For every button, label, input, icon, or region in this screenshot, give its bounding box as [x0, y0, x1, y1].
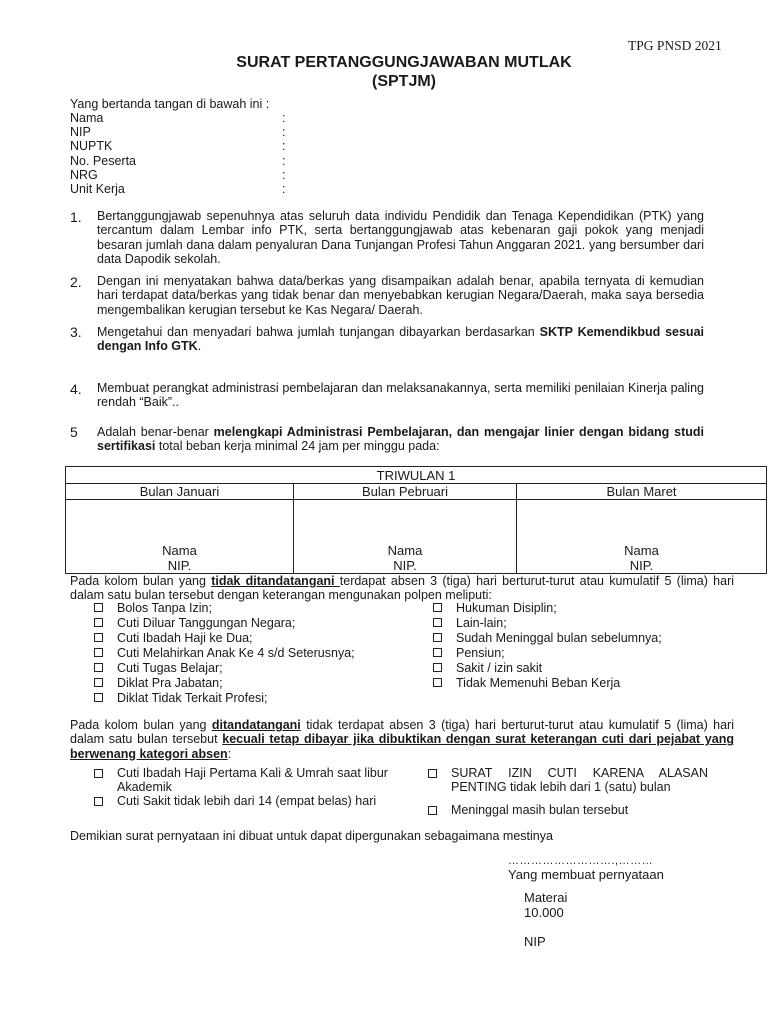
item-number: 5: [70, 424, 78, 440]
checkbox-icon[interactable]: [94, 648, 103, 657]
checkbox-icon[interactable]: [428, 806, 437, 815]
exception-list-right: [428, 767, 708, 819]
field-row: NRG :: [70, 167, 286, 182]
item-number: 1.: [70, 209, 82, 225]
checkbox-icon[interactable]: [433, 618, 442, 627]
signer-nip: NIP: [524, 934, 546, 949]
checkbox-icon[interactable]: [433, 603, 442, 612]
item-1-text: Bertanggungjawab sepenuhnya atas seluruh data individu Pendidik dan Tenaga Kependidikan (PTK) yang tercantum dalam Lembar info PTK, serta bertanggungjawab atas kebenaran gaji pokok yang menjadi besaran jumlah dana dalam penyaluran Dana Tunjangan Profesi Tahun Anggaran 2021. yang bersumber dari data Dapodik sekolah.: [97, 209, 704, 266]
list-item: Cuti Sakit tidak lebih dari 14 (empat belas) hari: [94, 795, 404, 809]
quarter-heading: TRIWULAN 1: [66, 467, 767, 484]
checkbox-icon[interactable]: [94, 663, 103, 672]
month-header: Bulan Januari: [66, 484, 294, 500]
field-row: No. Peserta :: [70, 153, 286, 168]
list-item: Diklat Tidak Terkait Profesi;: [94, 691, 424, 706]
list-item: Cuti Diluar Tanggungan Negara;: [94, 616, 424, 631]
list-item: Cuti Melahirkan Anak Ke 4 s/d Seterusnya;: [94, 646, 424, 661]
list-item: Cuti Ibadah Haji Pertama Kali & Umrah saat libur Akademik: [94, 767, 404, 794]
signature-cell[interactable]: Nama NIP.: [66, 500, 294, 574]
identity-fields: [70, 111, 300, 196]
checkbox-icon[interactable]: [94, 603, 103, 612]
list-item: Tidak Memenuhi Beban Kerja: [433, 676, 733, 691]
item-number: 3.: [70, 324, 82, 340]
list-item: SURAT IZIN CUTI KARENA ALASAN PENTING tidak lebih dari 1 (satu) bulan: [428, 767, 708, 794]
checkbox-icon[interactable]: [94, 769, 103, 778]
signer-label: Yang membuat pernyataan: [508, 867, 664, 882]
document-title: SURAT PERTANGGUNGJAWABAN MUTLAK: [236, 54, 572, 71]
item-3-text: Mengetahui dan menyadari bahwa jumlah tunjangan dibayarkan berdasarkan SKTP Kemendikbud sesuai dengan Info GTK.: [97, 325, 704, 354]
quarter-table: [65, 466, 767, 574]
item-4-text: Membuat perangkat administrasi pembelajaran dan melaksanakannya, serta memiliki penilaian Kinerja paling rendah “Baik”..: [97, 381, 704, 410]
document-code: TPG PNSD 2021: [628, 38, 722, 53]
list-item: Diklat Pra Jabatan;: [94, 676, 424, 691]
month-header: Bulan Maret: [517, 484, 767, 500]
field-row: Nama :: [70, 111, 286, 125]
closing-text: Demikian surat pernyataan ini dibuat untuk dapat dipergunakan sebagaimana mestinya: [70, 829, 553, 843]
list-item: Hukuman Disiplin;: [433, 601, 733, 616]
list-item: Sakit / izin sakit: [433, 661, 733, 676]
list-item: Bolos Tanpa Izin;: [94, 601, 424, 616]
list-item: Lain-lain;: [433, 616, 733, 631]
stamp-placeholder: Materai 10.000: [524, 890, 568, 920]
field-row: NIP :: [70, 125, 286, 140]
field-row: Unit Kerja :: [70, 181, 286, 196]
checkbox-icon[interactable]: [94, 633, 103, 642]
signature-cell[interactable]: Nama NIP.: [517, 500, 767, 574]
checkbox-icon[interactable]: [433, 633, 442, 642]
absent-list-left: [94, 601, 424, 706]
list-item: Sudah Meninggal bulan sebelumnya;: [433, 631, 733, 646]
intro-text: Yang bertanda tangan di bawah ini :: [70, 97, 270, 111]
list-item: Cuti Ibadah Haji ke Dua;: [94, 631, 424, 646]
exception-list-left: [94, 767, 404, 810]
checkbox-icon[interactable]: [433, 663, 442, 672]
item-number: 4.: [70, 381, 82, 397]
month-header: Bulan Pebruari: [294, 484, 517, 500]
absent-note: Pada kolom bulan yang tidak ditandatangani terdapat absen 3 (tiga) hari berturut-turut atau kumulatif 5 (lima) hari dalam satu bulan tersebut dengan keterangan mengunakan polpen meliputi:: [70, 574, 735, 603]
checkbox-icon[interactable]: [433, 648, 442, 657]
checkbox-icon[interactable]: [94, 678, 103, 687]
list-item: Meninggal masih bulan tersebut: [428, 804, 708, 818]
checkbox-icon[interactable]: [428, 769, 437, 778]
item-5-text: Adalah benar-benar melengkapi Administrasi Pembelajaran, dan mengajar linier dengan bidang studi sertifikasi total beban kerja minimal 24 jam per minggu pada:: [97, 425, 704, 454]
date-placeholder[interactable]: ……………………….,………: [508, 855, 654, 867]
checkbox-icon[interactable]: [433, 678, 442, 687]
checkbox-icon[interactable]: [94, 797, 103, 806]
checkbox-icon[interactable]: [94, 693, 103, 702]
item-number: 2.: [70, 274, 82, 290]
signature-cell[interactable]: Nama NIP.: [294, 500, 517, 574]
list-item: Cuti Tugas Belajar;: [94, 661, 424, 676]
document-subtitle: (SPTJM): [372, 73, 436, 90]
field-row: NUPTK :: [70, 139, 286, 154]
signed-note: Pada kolom bulan yang ditandatangani tidak terdapat absen 3 (tiga) hari berturut-turut atau kumulatif 5 (lima) hari dalam satu bulan tersebut kecuali tetap dibayar jika dibuktikan dengan surat keterangan cuti dari pejabat yang berwenang kategori absen:: [70, 718, 735, 761]
item-2-text: Dengan ini menyatakan bahwa data/berkas yang disampaikan adalah benar, apabila ternyata di kemudian hari terdapat data/berkas yang tidak benar dan menyebabkan kerugian Negara/Daerah, maka saya bersedia mengembalikan kerugian tersebut ke Kas Negara/ Daerah.: [97, 274, 704, 317]
list-item: Pensiun;: [433, 646, 733, 661]
checkbox-icon[interactable]: [94, 618, 103, 627]
absent-list-right: [433, 601, 733, 691]
